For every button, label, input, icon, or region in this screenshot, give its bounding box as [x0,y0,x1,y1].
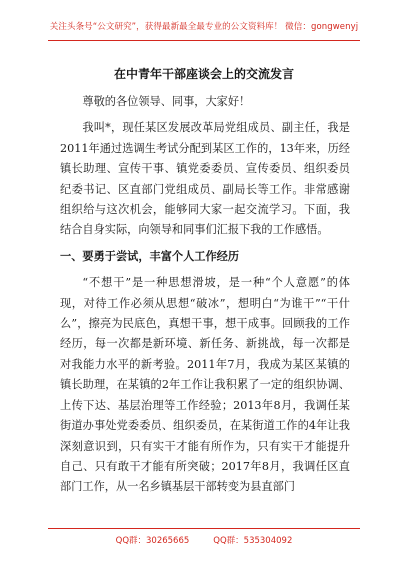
header-divider [48,40,360,41]
header-banner: 关注头条号“公文研究”，获得最新最全最专业的公文资料库！ 微信：gongwenyj [49,22,359,32]
greeting-paragraph: 尊敬的各位领导、同事，大家好！ [82,95,251,108]
intro-paragraph: 我叫*，现任某区发展改革局党组成员、副主任，我是2011年通过选调生考试分配到某区工作的，13年来，历经镇长助理、宣传干事、镇党委委员、宣传委员、组织委员纪委书记、区直部门党组成员、副局长等工作。非常感谢组织给与这次机会，能够同大家一起交流学习。下面，我结合自身实际，向领导和同事们汇报下我的工作感悟。 [60,121,350,237]
document-title: 在中青年干部座谈会上的交流发言 [113,67,294,81]
document-body [60,92,350,504]
section-heading-1: 一、要勇于尝试，丰富个人工作经历 [60,249,240,263]
footer-contact [0,534,408,546]
footer-qq-group-1: QQ群：30265665 [115,536,190,546]
footer-divider [48,528,360,529]
section-1-paragraph: “不想干”是一种思想滑坡，是一种“个人意愿”的体现，对待工作必须从思想“破冰”，想明白“为谁干”“干什么”，擦亮为民底色，真想干事，想干成事。回顾我的工作经历，每一次都是新环境、新任务、新挑战，每一次都是对我能力水平的新考验。2011年7月，我成为某区某镇的镇长助理，在某镇的2年工作让我积累了一定的组织协调、上传下达、基层治理等工作经验；2013年8月，我调任某街道办事处党委委员、组织委员，在某街道工作的4年让我深刻意识到，只有实干才能有所作为，只有实干才能提升自己、只有敢干才能有所突破；2017年8月，我调任区直部门工作，从一名乡镇基层干部转变为县直部门 [60,276,350,494]
footer-qq-group-2: QQ群：535304092 [213,536,293,546]
